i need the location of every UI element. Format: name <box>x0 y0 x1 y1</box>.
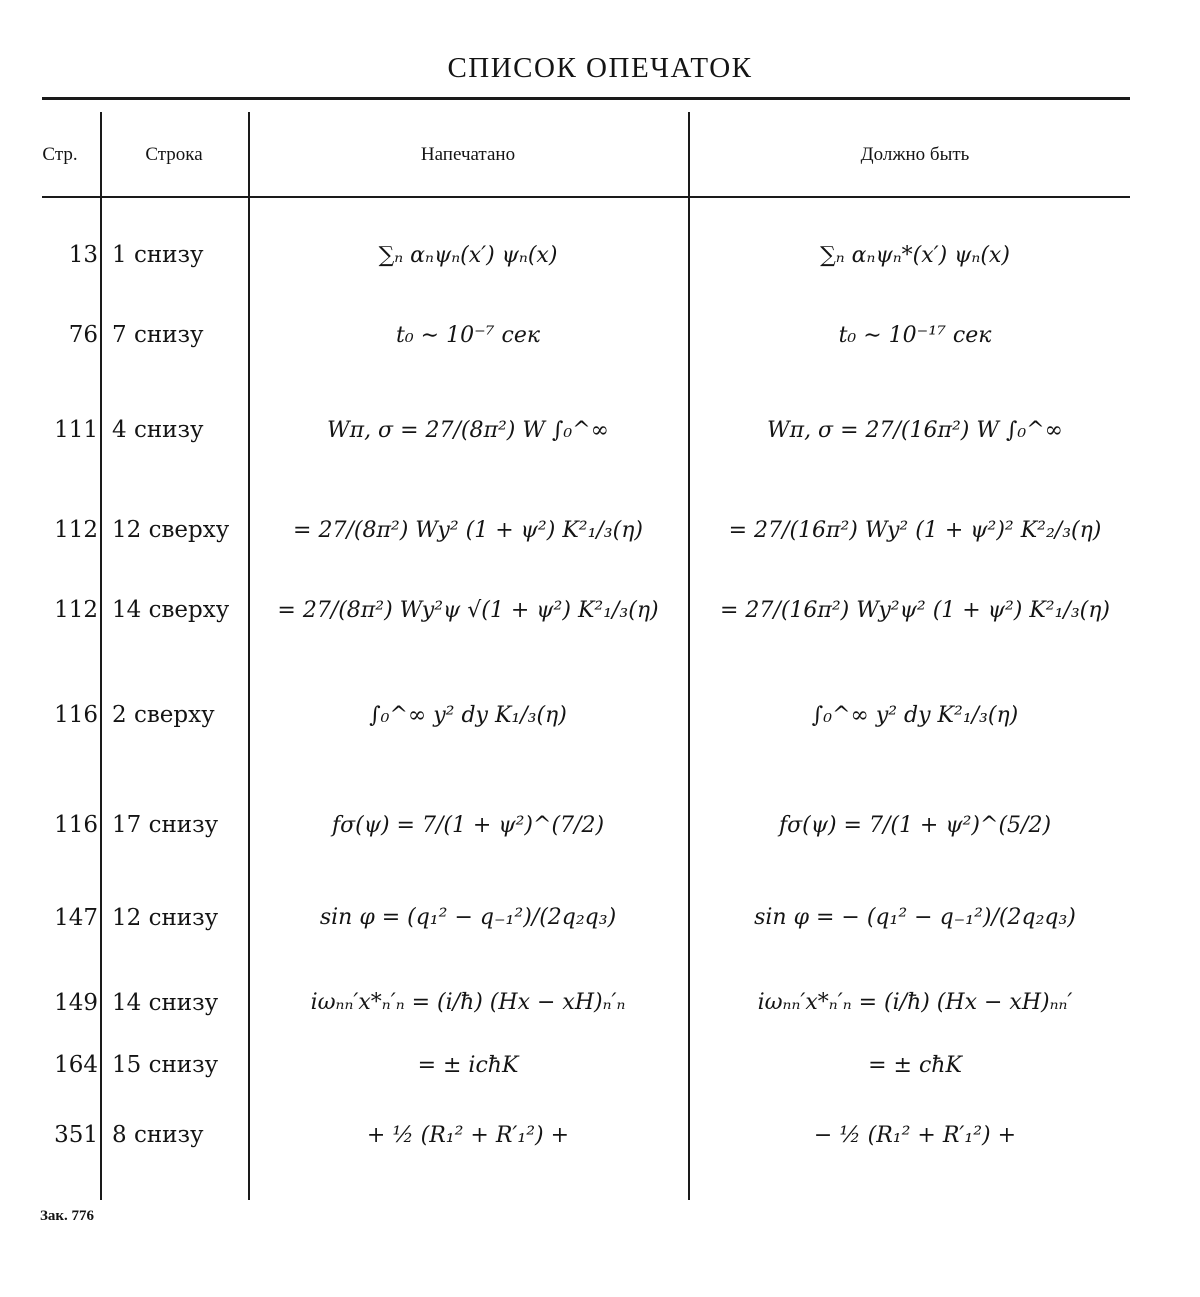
row-page: 116 <box>54 812 98 838</box>
row-correct: iωₙₙ′x*ₙ′ₙ = (i/ħ) (Hx − xH)ₙₙ′ <box>757 990 1073 1015</box>
header-page: Стр. <box>42 144 78 165</box>
row-correct: ∫₀^∞ y² dy K²₁/₃(η) <box>811 702 1019 728</box>
row-line: 15 снизу <box>112 1052 219 1078</box>
row-line: 2 сверху <box>112 702 215 728</box>
row-correct: = 27/(16π²) Wy² (1 + ψ²)² K²₂/₃(η) <box>728 517 1102 543</box>
row-printed: Wπ, σ = 27/(8π²) W ∫₀^∞ <box>327 417 609 443</box>
row-page: 111 <box>54 417 98 443</box>
row-line: 8 снизу <box>112 1122 204 1148</box>
order-number: Зак. 776 <box>40 1208 95 1224</box>
header-correct: Должно быть <box>860 144 970 165</box>
row-page: 13 <box>68 242 98 268</box>
row-page: 112 <box>54 597 98 623</box>
header-line: Строка <box>145 144 203 165</box>
row-printed: t₀ ∼ 10⁻⁷ сек <box>396 322 540 348</box>
row-line: 12 снизу <box>112 904 219 931</box>
row-correct: ∑ₙ αₙψₙ*(x′) ψₙ(x) <box>820 242 1010 268</box>
row-line: 14 снизу <box>112 989 219 1016</box>
row-correct: sin φ = − (q₁² − q₋₁²)/(2q₂q₃) <box>754 905 1076 930</box>
divider-line-printed <box>248 112 250 1200</box>
row-printed: ∑ₙ αₙψₙ(x′) ψₙ(x) <box>378 242 558 268</box>
divider-page-line <box>100 112 102 1200</box>
row-page: 76 <box>68 322 98 348</box>
row-correct: = 27/(16π²) Wy²ψ² (1 + ψ²) K²₁/₃(η) <box>719 597 1110 623</box>
row-printed: + ½ (R₁² + R′₁²) + <box>366 1122 570 1148</box>
row-line: 12 сверху <box>112 517 230 543</box>
row-printed: = 27/(8π²) Wy²ψ √(1 + ψ²) K²₁/₃(η) <box>277 597 659 623</box>
row-page: 116 <box>54 702 98 728</box>
row-page: 112 <box>54 517 98 543</box>
row-correct: − ½ (R₁² + R′₁²) + <box>813 1122 1017 1148</box>
row-line: 7 снизу <box>112 322 204 348</box>
header-bottom-rule <box>42 196 1130 198</box>
row-printed: = ± icħK <box>417 1052 519 1078</box>
row-line: 14 сверху <box>112 597 230 623</box>
row-correct: t₀ ∼ 10⁻¹⁷ сек <box>838 322 992 348</box>
row-correct: Wπ, σ = 27/(16π²) W ∫₀^∞ <box>767 417 1063 443</box>
row-correct: fσ(ψ) = 7/(1 + ψ²)^(5/2) <box>778 812 1052 838</box>
divider-printed-correct <box>688 112 690 1200</box>
row-printed: = 27/(8π²) Wy² (1 + ψ²) K²₁/₃(η) <box>293 517 643 543</box>
page-title: СПИСОК ОПЕЧАТОК <box>447 52 753 84</box>
row-page: 164 <box>54 1052 98 1078</box>
row-line: 1 снизу <box>112 242 204 268</box>
row-line: 4 снизу <box>112 417 204 443</box>
row-printed: ∫₀^∞ y² dy K₁/₃(η) <box>369 702 567 728</box>
row-page: 351 <box>54 1122 98 1148</box>
row-page: 149 <box>54 989 98 1016</box>
row-printed: iωₙₙ′x*ₙ′ₙ = (i/ħ) (Hx − xH)ₙ′ₙ <box>310 990 626 1015</box>
row-correct: = ± cħK <box>868 1052 962 1078</box>
row-line: 17 снизу <box>112 812 219 838</box>
header-printed: Напечатано <box>420 144 516 165</box>
row-page: 147 <box>54 904 98 931</box>
row-printed: sin φ = (q₁² − q₋₁²)/(2q₂q₃) <box>319 905 617 930</box>
table-top-rule <box>42 97 1130 100</box>
row-printed: fσ(ψ) = 7/(1 + ψ²)^(7/2) <box>331 812 605 838</box>
